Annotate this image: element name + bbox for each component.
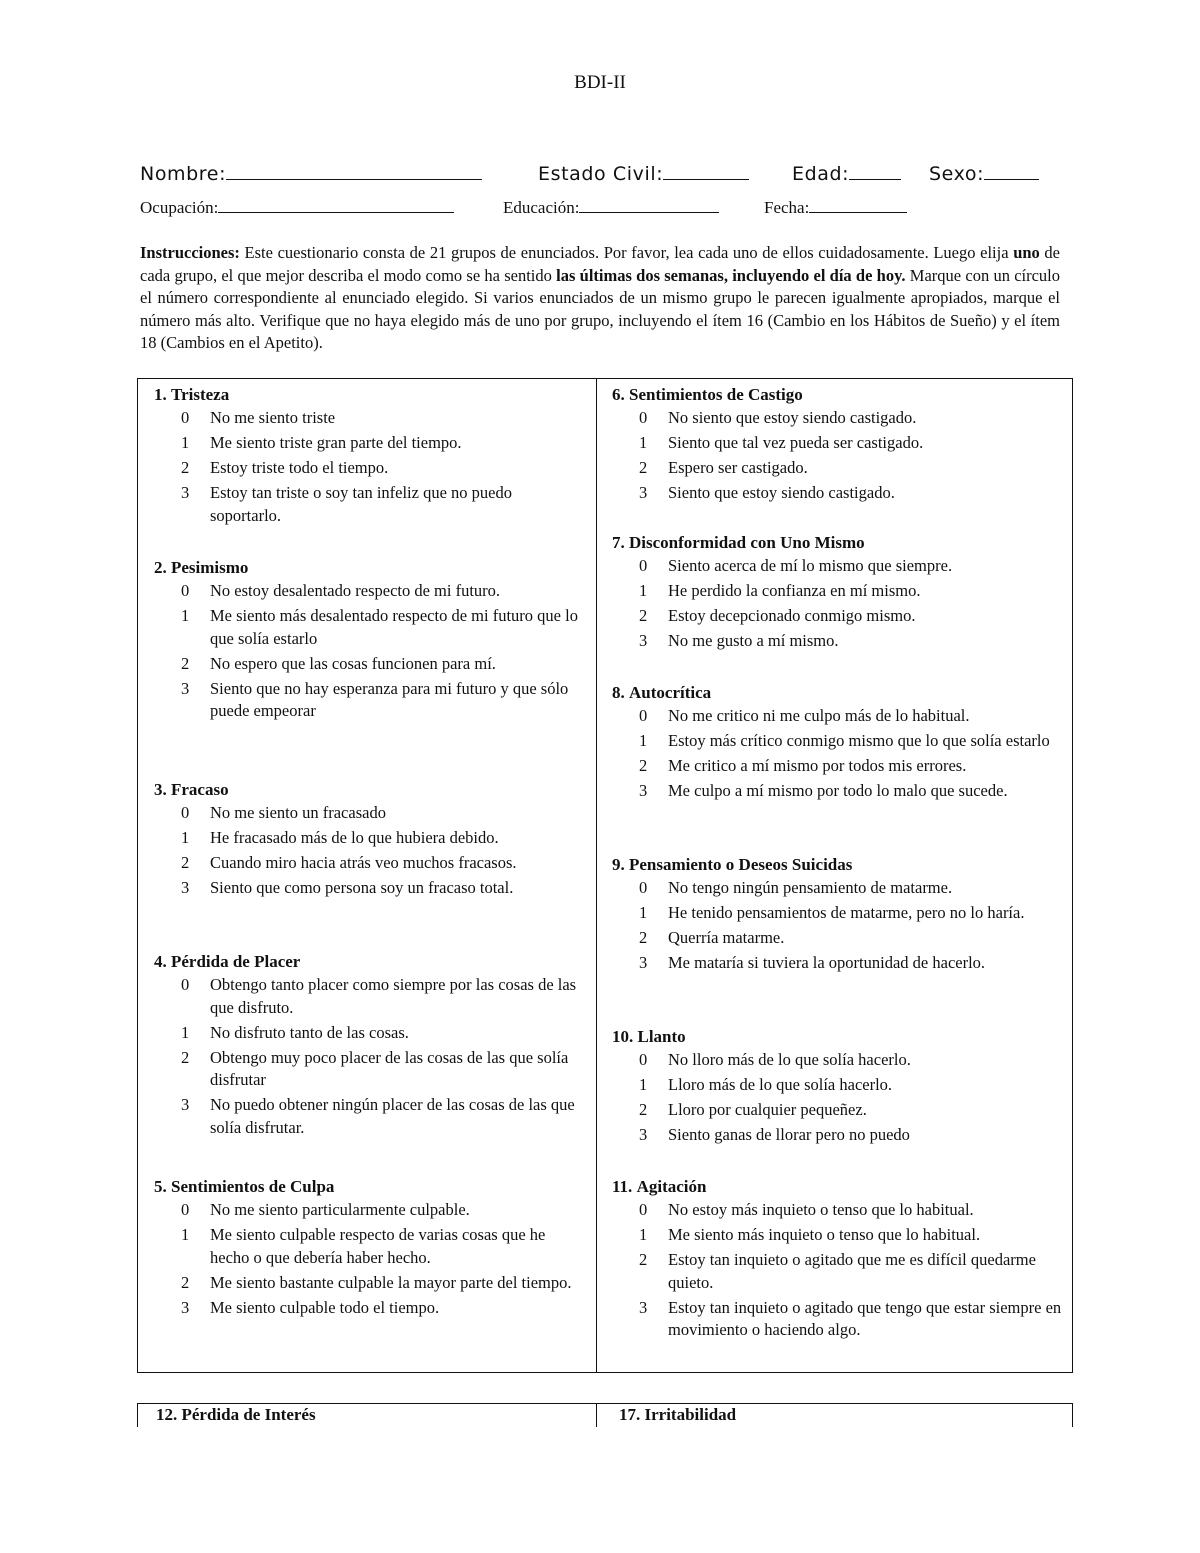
edad-field[interactable] [792, 163, 901, 185]
next-table-divider [596, 1403, 597, 1427]
item-10 [612, 1024, 1072, 1149]
option[interactable]: 2 Me siento bastante culpable la mayor parte del tiempo. [181, 1272, 572, 1292]
item-12-title: 12. Pérdida de Interés [156, 1405, 316, 1424]
instructions-text-3: Marque con un círculo el número correspondiente al enunciado elegido. Si varios enunciados de un mismo grupo le parecen igualmente apropiados, marque el número más alto. Verifique que no haya elegido más de uno por grupo, incluyendo el ítem 16 (Cambio en los Hábitos de Sueño) y el ítem 18 (Cambios en el Apetito). [140, 265, 1061, 353]
option[interactable]: 3 Siento que como persona soy un fracaso total. [181, 878, 514, 897]
fecha-field[interactable] [764, 196, 907, 218]
option[interactable]: 1 Me siento culpable respecto de varias cosas que he hecho o que debería haber hecho. [181, 1225, 546, 1267]
option[interactable]: 2 Cuando miro hacia atrás veo muchos fracasos. [181, 853, 517, 872]
option[interactable]: 3 Siento que no hay esperanza para mi futuro y que sólo puede empeorar [181, 678, 569, 720]
option[interactable]: 0 Obtengo tanto placer como siempre por las cosas de las que disfruto. [181, 975, 577, 1017]
option[interactable]: 3 Estoy tan inquieto o agitado que tengo que estar siempre en movimiento o haciendo algo. [639, 1297, 1062, 1339]
instructions-text-1: Este cuestionario consta de 21 grupos de enunciados. Por favor, lea cada uno de ellos cuidadosamente. Luego elija [239, 243, 1014, 262]
item-title: 5. Sentimientos de Culpa [154, 1177, 335, 1196]
item-3 [154, 777, 584, 902]
item-9 [612, 852, 1072, 977]
option[interactable]: 1 No disfruto tanto de las cosas. [181, 1022, 409, 1042]
option[interactable]: 0 No me siento particularmente culpable. [181, 1200, 470, 1219]
instructions [140, 242, 1060, 355]
option[interactable]: 2 Estoy triste todo el tiempo. [181, 458, 389, 477]
option[interactable]: 3 Siento ganas de llorar pero no puedo [639, 1125, 910, 1144]
document-title: BDI-II [574, 72, 626, 93]
option[interactable]: 2 No espero que las cosas funcionen para mí. [181, 653, 496, 673]
option[interactable]: 1 He perdido la confianza en mí mismo. [639, 581, 921, 600]
option[interactable]: 3 Me culpo a mí mismo por todo lo malo que sucede. [639, 781, 1008, 800]
item-title: 7. Disconformidad con Uno Mismo [612, 533, 865, 552]
edad-label: Edad: [792, 163, 850, 185]
ocupacion-field[interactable] [140, 196, 454, 218]
option[interactable]: 0 No estoy más inquieto o tenso que lo habitual. [639, 1200, 974, 1219]
educacion-field[interactable] [503, 196, 719, 218]
item-title: 3. Fracaso [154, 780, 229, 799]
instructions-label: Instrucciones: [140, 243, 240, 262]
header-fields-row-1 [140, 163, 1080, 193]
option[interactable]: 3 No puedo obtener ningún placer de las cosas de las que solía disfrutar. [181, 1095, 575, 1137]
option[interactable]: 0 No siento que estoy siendo castigado. [639, 408, 917, 427]
option[interactable]: 1 Me siento triste gran parte del tiempo. [181, 433, 462, 452]
option[interactable]: 1 Me siento más inquieto o tenso que lo habitual. [639, 1225, 981, 1244]
ocupacion-line[interactable] [218, 196, 454, 213]
option[interactable]: 1 He tenido pensamientos de matarme, pero no lo haría. [639, 903, 1025, 922]
option[interactable]: 3 Me siento culpable todo el tiempo. [181, 1297, 440, 1317]
item-title: 1. Tristeza [154, 385, 230, 404]
item-title: 4. Pérdida de Placer [154, 952, 301, 971]
instructions-text-2: de cada grupo, el que mejor describa el modo como se ha sentido [140, 243, 1061, 285]
option[interactable]: 2 Estoy decepcionado conmigo mismo. [639, 606, 916, 625]
sexo-label: Sexo: [929, 163, 985, 185]
item-11 [612, 1174, 1072, 1344]
header-fields-row-2 [140, 196, 1080, 222]
instructions-bold-1: uno [1013, 243, 1040, 262]
item-1 [154, 382, 584, 530]
option[interactable]: 0 Siento acerca de mí lo mismo que siempre. [639, 556, 953, 575]
item-title: 10. Llanto [612, 1027, 686, 1046]
instructions-bold-2: las últimas dos semanas, incluyendo el día de hoy. [556, 265, 906, 285]
items-table-divider [596, 378, 597, 1373]
option[interactable]: 0 No me siento triste [181, 408, 336, 427]
sexo-field[interactable] [929, 163, 1039, 185]
estado-civil-line[interactable] [663, 163, 749, 180]
item-title: 2. Pesimismo [154, 558, 249, 577]
option[interactable]: 3 Estoy tan triste o soy tan infeliz que no puedo soportarlo. [181, 483, 512, 525]
item-5 [154, 1174, 584, 1322]
estado-civil-label: Estado Civil: [538, 163, 664, 185]
option[interactable]: 2 Lloro por cualquier pequeñez. [639, 1100, 867, 1119]
option[interactable]: 2 Espero ser castigado. [639, 458, 808, 477]
item-title: 11. Agitación [612, 1177, 707, 1196]
nombre-line[interactable] [226, 163, 482, 180]
item-8 [612, 680, 1072, 805]
item-title: 9. Pensamiento o Deseos Suicidas [612, 855, 853, 874]
item-2 [154, 555, 584, 725]
option[interactable]: 2 Estoy tan inquieto o agitado que me es difícil quedarme quieto. [639, 1250, 1036, 1292]
estado-civil-field[interactable] [538, 163, 749, 185]
nombre-label: Nombre: [140, 163, 227, 185]
option[interactable]: 1 He fracasado más de lo que hubiera debido. [181, 828, 499, 847]
option[interactable]: 0 No tengo ningún pensamiento de matarme. [639, 878, 953, 897]
option[interactable]: 3 No me gusto a mí mismo. [639, 631, 839, 650]
option[interactable]: 0 No me siento un fracasado [181, 803, 386, 822]
option[interactable]: 2 Me critico a mí mismo por todos mis errores. [639, 756, 967, 775]
option[interactable]: 1 Lloro más de lo que solía hacerlo. [639, 1075, 893, 1094]
sexo-line[interactable] [984, 163, 1039, 180]
item-title: 6. Sentimientos de Castigo [612, 385, 803, 404]
option[interactable]: 3 Me mataría si tuviera la oportunidad de hacerlo. [639, 953, 986, 972]
ocupacion-label: Ocupación: [140, 198, 219, 217]
option[interactable]: 1 Me siento más desalentado respecto de mi futuro que lo que solía estarlo [181, 606, 578, 648]
fecha-label: Fecha: [764, 198, 810, 217]
edad-line[interactable] [849, 163, 901, 180]
option[interactable]: 0 No me critico ni me culpo más de lo habitual. [639, 706, 970, 725]
option[interactable]: 2 Obtengo muy poco placer de las cosas de las que solía disfrutar [181, 1047, 569, 1089]
item-7 [612, 530, 1072, 655]
item-title: 8. Autocrítica [612, 683, 712, 702]
option[interactable]: 1 Estoy más crítico conmigo mismo que lo que solía estarlo [639, 731, 1050, 750]
educacion-label: Educación: [503, 198, 580, 217]
option[interactable]: 0 No estoy desalentado respecto de mi futuro. [181, 581, 501, 600]
item-6 [612, 382, 1072, 507]
fecha-line[interactable] [809, 196, 907, 213]
option[interactable]: 3 Siento que estoy siendo castigado. [639, 483, 895, 502]
option[interactable]: 1 Siento que tal vez pueda ser castigado. [639, 433, 924, 452]
option[interactable]: 0 No lloro más de lo que solía hacerlo. [639, 1050, 911, 1069]
option[interactable]: 2 Querría matarme. [639, 928, 785, 947]
item-4 [154, 949, 584, 1142]
nombre-field[interactable] [140, 163, 482, 185]
educacion-line[interactable] [579, 196, 719, 213]
item-17-title: 17. Irritabilidad [619, 1405, 737, 1424]
